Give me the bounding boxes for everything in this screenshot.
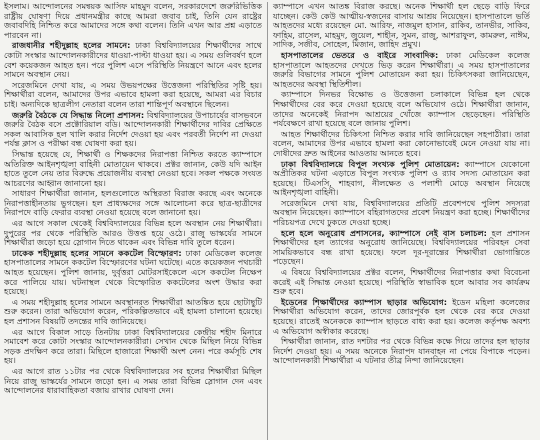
section-subheading: ঢাকেক শহীদুল্লাহ হলের সামনে ককটেল বিস্ফোরণ: (12, 247, 182, 258)
paragraph-text: ঢাকা মেডিকেল কলেজ হাসপাতালে আহতদের দেখতে ভিড় করেন শিক্ষার্থীরা। এ সময় হাসপাতালের জরুরি বিভাগের সামনে পুলিশ মোতায়েন করা হয়। চিকিৎসকরা জানিয়েছেন, আহতদের অবস্থা স্থিতিশীল। (273, 49, 530, 89)
article-paragraph (4, 2, 262, 40)
paragraph-text: সিদ্ধান্ত হয়েছে যে, শিক্ষার্থী ও শিক্ষকদের নিরাপত্তা নিশ্চিত করতে ক্যাম্পাসে অতিরিক্ত আইনশৃঙ্খলা বাহিনী মোতায়েন থাকবে। প্রক্টর জানান, কেউ যদি আইন হাতে তুলে নেয় তার বিরুদ্ধে প্রয়োজনীয় ব্যবস্থা নেওয়া হবে। সকল পক্ষকে সংযত আচরণের আহ্বান জানানো হয়। (4, 148, 262, 188)
paragraph-text: ঢাকা মেডিকেল কলেজ হাসপাতালের সামনে ককটেল বিস্ফোরণের ঘটনা ঘটেছে। এতে কয়েকজন পথচারী আহত হয়েছেন। পুলিশ জানায়, দুর্বৃত্তরা মোটরসাইকেলে এসে ককটেল নিক্ষেপ করে পালিয়ে যায়। ঘটনাস্থল থেকে বিস্ফোরিত ককটেলের অংশ উদ্ধার করা হয়েছে। (4, 247, 262, 297)
article-paragraph (4, 81, 262, 110)
paragraph-text: ইসলাম। আন্দোলনের সমন্বয়ক আসিফ মাহমুদ বলেন, সরকারদেশে জরুরিভিত্তিক রাষ্ট্রীয় ঘোষণা দিয়ে প্রধানমন্ত্রীর কাছে আমরা জবাব চাই, তিনি যেন রাষ্ট্রের জবাবদিহি নিশ্চিত করে আমাদের সঙ্গে কথা বলেন। তিনি এখন আর প্রশ্ন এড়াতে পারবেন না। (4, 2, 262, 40)
paragraph-text: সাধারণ শিক্ষার্থীরা জানান, হলগুলোতে অস্থিরতা বিরাজ করছে এবং অনেকে নিরাপত্তাহীনতায় ভুগছেন। হল প্রাধ্যক্ষদের সঙ্গে আলোচনা করে ছাত্র-ছাত্রীদের নিরাপদে বাড়ি ফেরার ব্যবস্থা নেওয়া হয়েছে বলে জানানো হয়। (4, 188, 262, 218)
paragraph-text: এর আগে বিকাল সাড়ে তিনটায় ঢাকা বিশ্ববিদ্যালয়ের কেন্দ্রীয় শহীদ মিনারে সমাবেশ করে কোটা সংস্কার আন্দোলনকারীরা। সেখান থেকে মিছিল নিয়ে বিভিন্ন সড়ক প্রদক্ষিণ করে তারা। মিছিলে হাজারো শিক্ষার্থী অংশ নেন। পরে কর্মসূচি শেষ হয়। (4, 326, 262, 366)
article-paragraph (273, 199, 530, 228)
paragraph-text: হল প্রশাসন শিক্ষার্থীদের হল ত্যাগের অনুরোধ জানিয়েছে। বিশ্ববিদ্যালয়ের পরিবহন সেবা সাময়িকভাবে বন্ধ রাখা হয়েছে। ফলে দূর-দূরান্তের শিক্ষার্থীরা ভোগান্তিতে পড়েছেন। (273, 227, 530, 267)
right-column (267, 2, 530, 440)
article-paragraph (4, 41, 262, 79)
article-paragraph (4, 249, 262, 297)
article-paragraph (273, 130, 530, 159)
article-paragraph (4, 111, 262, 149)
article-paragraph (4, 367, 262, 396)
article-paragraph (4, 219, 262, 248)
article-paragraph (273, 337, 530, 366)
paragraph-text: ঢাকা বিশ্ববিদ্যালয়ের শিক্ষার্থীদের সাথে কোটা সংস্কার আন্দোলনকারীদের ধাওয়া-পাল্টা ধাওয়া হয়। এ সময় গুলিবর্ষণ হলে বেশ কয়েকজন আহত হন। পরে পুলিশ এসে পরিস্থিতি নিয়ন্ত্রণে আনে এবং হলের সামনে অবস্থান নেয়। (4, 40, 262, 80)
paragraph-text: ক্যাম্পাসে এখন আতঙ্ক বিরাজ করছে। অনেক শিক্ষার্থী হল ছেড়ে বাড়ি ফিরে যাচ্ছেন। কেউ কেউ আত্মীয়-স্বজনের বাসায় আশ্রয় নিয়েছেন। হাসপাতালে ভর্তি আহতদের মধ্যে রয়েছেন মো. আরিফ, নাজমুল হাসান, রাকিব, তানভীর, সাকিব, ফাহিম, রাসেল, মাহমুদ, জুয়েল, শাহীন, সুমন, রাজু, আশরাফুল, কামরুল, নাঈম, সাদিক, সজীব, সোহেল, মিজান, জাহিদ প্রমুখ। (273, 2, 530, 50)
paragraph-text: শিক্ষার্থীরা জানান, রাত দশটার পর থেকে বিভিন্ন কক্ষে গিয়ে তাদের হল ছাড়ার নির্দেশ দেওয়া হয়। এ সময় অনেকে নিরাপদ যানবাহন না পেয়ে বিপাকে পড়েন। আন্দোলনকারী শিক্ষার্থীরা এ ঘটনার তীব্র নিন্দা জানিয়েছেন। (273, 336, 530, 366)
paragraph-text: এ সময় শহীদুল্লাহ হলের সামনে অবস্থানরত শিক্ষার্থীরা আতঙ্কিত হয়ে ছোটাছুটি শুরু করেন। তারা অভিযোগ করেন, পরিকল্পিতভাবে এই হামলা চালানো হয়েছে। হল প্রশাসন বিষয়টি তদন্তের দাবি জানিয়েছে। (4, 296, 262, 326)
section-subheading: হাসপাতালের ভেতরে ও বাইরে সাংবাদিক: (281, 49, 439, 60)
section-subheading: রাজধানীর শহীদুল্লাহ হলের সামনে: (12, 40, 131, 51)
paragraph-text: ইডেন মহিলা কলেজের শিক্ষার্থীরা অভিযোগ করেন, তাদের জোরপূর্বক হল থেকে বের করে দেওয়া হয়েছে। রাতেই অনেককে ক্যাম্পাস ছাড়তে বাধ্য করা হয়। কলেজ কর্তৃপক্ষ অবশ্য এ অভিযোগ অস্বীকার করেছে। (273, 296, 530, 336)
article-paragraph (273, 268, 530, 297)
article-paragraph (273, 229, 530, 267)
paragraph-text: বিশ্ববিদ্যালয়ের উপাচার্যের বাসভবনে জরুরি বৈঠক বসে প্রক্টোরিয়াল বডি। আন্দোলনকারী শিক্ষার্থীদের দাবির প্রেক্ষিতে সকল আবাসিক হল খালি করার নির্দেশ দেওয়া হয় এবং পরবর্তী নির্দেশ না দেওয়া পর্যন্ত ক্লাস ও পরীক্ষা বন্ধ ঘোষণা করা হয়। (4, 109, 262, 149)
article-paragraph (273, 51, 530, 89)
left-column (4, 2, 267, 440)
paragraph-text: এর আগে রাত ১১টার পর থেকে বিশ্ববিদ্যালয়ের সব হলের শিক্ষার্থীরা মিছিল নিয়ে রাজু ভাস্কর্যের সামনে জড়ো হন। এ সময় তারা বিভিন্ন স্লোগান দেন এবং আন্দোলনের ধারাবাহিকতা বজায় রাখার ঘোষণা দেন। (4, 365, 262, 396)
article-paragraph (4, 298, 262, 327)
paragraph-text: এ বিষয়ে বিশ্ববিদ্যালয়ের প্রক্টর বলেন, শিক্ষার্থীদের নিরাপত্তার কথা বিবেচনা করেই এই সিদ্ধান্ত নেওয়া হয়েছে। পরিস্থিতি স্বাভাবিক হলে আবার সব কার্যক্রম শুরু হবে। (273, 267, 530, 297)
article-paragraph (4, 328, 262, 366)
section-subheading: জরুরি বৈঠকে যে সিদ্ধান্ত নিলো প্রশাসন: (12, 109, 145, 120)
paragraph-text: সরেজমিনে দেখা যায়, এ সময় উভয়পক্ষের উত্তেজনা পরিস্থিতির সৃষ্টি হয়। শিক্ষার্থীরা বলেন, আমাদের উপর এভাবে হামলা করা হয়েছে, আমরা এর বিচার চাই। অন্যদিকে ছাত্রলীগ নেতারা বলেন তারা শান্তিপূর্ণ অবস্থানে ছিলেন। (4, 79, 262, 109)
paragraph-text: সরেজমিনে দেখা যায়, বিশ্ববিদ্যালয়ের প্রতিটি প্রবেশপথে পুলিশ সদস্যরা অবস্থান নিয়েছেন। ক্যাম্পাসে বহিরাগতদের প্রবেশ নিয়ন্ত্রণ করা হচ্ছে। শিক্ষার্থীদের পরিচয়পত্র দেখে ঢুকতে দেওয়া হচ্ছে। (273, 197, 530, 228)
article-paragraph (273, 160, 530, 198)
article-paragraph (4, 150, 262, 188)
paragraph-text: ক্যাম্পাসে দিনভর বিক্ষোভ ও উত্তেজনা চলাকালে বিভিন্ন হল থেকে শিক্ষার্থীদের বের করে দেওয়া হয়েছে বলে অভিযোগ ওঠে। শিক্ষার্থীরা জানান, তাদের অনেকেই নিরাপদ আশ্রয়ের খোঁজে ক্যাম্পাস ছেড়েছেন। পরিস্থিতি পর্যবেক্ষণে রাখা হয়েছে বলে জানায় পুলিশ। (273, 89, 530, 129)
article-paragraph (273, 2, 530, 50)
section-subheading: হলে হলে অনুরোধ প্রশাসনের, ক্যাম্পাসে নেই বাস চলাচল: (281, 227, 487, 238)
section-subheading: ইডেনের শিক্ষার্থীদের ক্যাম্পাস ছাড়ার অভিযোগ: (281, 296, 448, 307)
article-paragraph (273, 90, 530, 128)
article-paragraph (4, 189, 262, 218)
article-paragraph (273, 298, 530, 336)
paragraph-text: ক্যাম্পাসে যেকোনো অপ্রীতিকর ঘটনা এড়াতে বিপুল সংখ্যক পুলিশ ও র‍্যাব সদস্য মোতায়েন করা হয়েছে। টিএসসি, শাহবাগ, নীলক্ষেত ও পলাশী মোড়ে অবস্থান নিয়েছে আইনশৃঙ্খলা বাহিনী। (273, 158, 530, 198)
paragraph-text: এর আগে সকাল থেকেই বিশ্ববিদ্যালয়ের বিভিন্ন হলে অবস্থান নেয় শিক্ষার্থীরা। দুপুরের পর থেকে পরিস্থিতি আরও উত্তপ্ত হয়ে ওঠে। রাজু ভাস্কর্যের সামনে শিক্ষার্থীরা জড়ো হয়ে স্লোগান দিতে থাকেন এবং বিভিন্ন দাবি তুলে ধরেন। (4, 218, 262, 248)
paragraph-text: আহত শিক্ষার্থীদের চিকিৎসা নিশ্চিত করার দাবি জানিয়েছেন সহপাঠীরা। তারা বলেন, আমাদের উপর এভাবে হামলা করা কোনোভাবেই মেনে নেওয়া যায় না। দোষীদের দ্রুত আইনের আওতায় আনতে হবে। (273, 128, 530, 158)
section-subheading: ঢাকা বিশ্ববিদ্যালয়ে বিপুল সংখ্যক পুলিশ মোতায়েন: (281, 158, 460, 169)
